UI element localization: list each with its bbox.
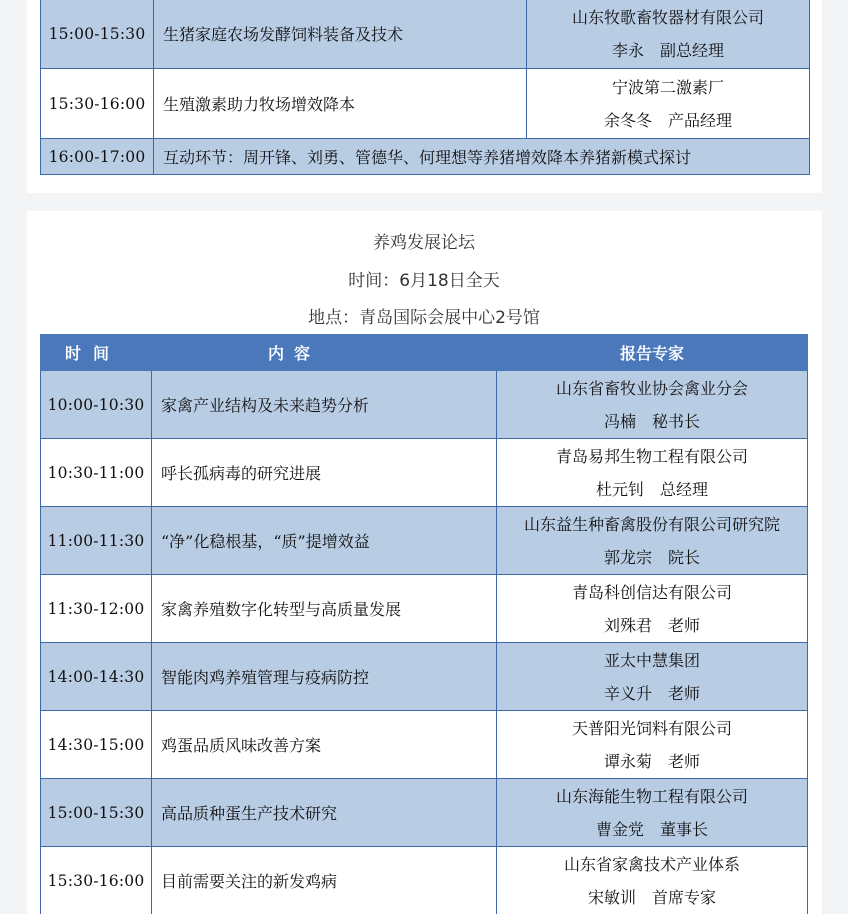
speaker-person: 刘殊君 老师 <box>603 615 700 635</box>
forum-title: 养鸡发展论坛 <box>373 233 475 253</box>
topic-cell: 鸡蛋品质风味改善方案 <box>152 711 497 779</box>
topic-cell: 高品质种蛋生产技术研究 <box>152 779 497 847</box>
speaker-person: 宋敏训 首席专家 <box>587 887 716 907</box>
table-row <box>41 371 808 439</box>
speaker-org: 山东益生种畜禽股份有限公司研究院 <box>523 514 780 534</box>
speaker-org: 青岛易邦生物工程有限公司 <box>555 446 748 466</box>
speaker-cell <box>497 643 808 711</box>
table-body <box>41 371 808 914</box>
speaker-person: 辛义升 老师 <box>603 683 700 703</box>
table-row <box>41 711 808 779</box>
table-row <box>41 439 808 507</box>
header-speaker: 报告专家 <box>497 335 808 371</box>
speaker-cell <box>497 779 808 847</box>
time-cell: 10:00-10:30 <box>41 371 152 439</box>
speaker-cell <box>497 575 808 643</box>
speaker-org: 宁波第二激素厂 <box>611 77 724 97</box>
table-row <box>41 507 808 575</box>
time-cell: 16:00-17:00 <box>41 139 154 175</box>
speaker-org: 青岛科创信达有限公司 <box>571 582 732 602</box>
speaker-org: 山东省家禽技术产业体系 <box>563 854 740 874</box>
table-row <box>41 575 808 643</box>
header-time: 时间 <box>41 335 152 371</box>
speaker-cell <box>497 847 808 914</box>
time-cell: 10:30-11:00 <box>41 439 152 507</box>
speaker-cell <box>497 507 808 575</box>
table-row <box>41 779 808 847</box>
time-cell: 11:30-12:00 <box>41 575 152 643</box>
speaker-person: 谭永菊 老师 <box>603 751 700 771</box>
topic-cell: 目前需要关注的新发鸡病 <box>152 847 497 914</box>
speaker-person: 郭龙宗 院长 <box>603 547 700 567</box>
time-cell: 15:30-16:00 <box>41 69 154 139</box>
speaker-person: 杜元钊 总经理 <box>595 479 708 499</box>
topic-cell: 智能肉鸡养殖管理与疫病防控 <box>152 643 497 711</box>
table-header-row <box>41 335 808 371</box>
speaker-person: 李永 副总经理 <box>611 40 724 60</box>
speaker-org: 山东牧歌畜牧器材有限公司 <box>571 7 764 27</box>
time-cell: 15:30-16:00 <box>41 847 152 914</box>
table-row <box>41 0 810 69</box>
topic-cell: 家禽养殖数字化转型与高质量发展 <box>152 575 497 643</box>
speaker-cell <box>497 711 808 779</box>
speaker-person: 曹金党 董事长 <box>595 819 708 839</box>
speaker-cell <box>527 69 810 139</box>
speaker-org: 山东海能生物工程有限公司 <box>555 786 748 806</box>
time-cell: 15:00-15:30 <box>41 0 154 69</box>
speaker-person: 余冬冬 产品经理 <box>603 110 732 130</box>
topic-cell: 生猪家庭农场发酵饲料装备及技术 <box>154 0 527 69</box>
speaker-org: 亚太中慧集团 <box>603 650 700 670</box>
topic-cell: 家禽产业结构及未来趋势分析 <box>152 371 497 439</box>
forum-time: 时间：6月18日全天 <box>348 271 500 291</box>
interactive-session-row <box>41 139 810 175</box>
forum-venue: 地点：青岛国际会展中心2号馆 <box>308 308 540 328</box>
speaker-org: 天普阳光饲料有限公司 <box>571 718 732 738</box>
topic-cell: 呼长孤病毒的研究进展 <box>152 439 497 507</box>
topic-cell: “净”化稳根基，“质”提增效益 <box>152 507 497 575</box>
time-cell: 14:30-15:00 <box>41 711 152 779</box>
table-row <box>41 69 810 139</box>
chicken-forum-schedule-table <box>40 334 808 914</box>
speaker-person: 冯楠 秘书长 <box>603 411 700 431</box>
speaker-org: 山东省畜牧业协会禽业分会 <box>555 378 748 398</box>
time-cell: 14:00-14:30 <box>41 643 152 711</box>
interactive-topic-cell: 互动环节：周开锋、刘勇、管德华、何理想等养猪增效降本养猪新模式探讨 <box>154 139 810 175</box>
topic-cell: 生殖激素助力牧场增效降本 <box>154 69 527 139</box>
speaker-cell <box>497 371 808 439</box>
table-row <box>41 643 808 711</box>
header-content: 内容 <box>152 335 497 371</box>
time-cell: 11:00-11:30 <box>41 507 152 575</box>
speaker-cell <box>527 0 810 69</box>
pig-forum-schedule-table <box>40 0 810 175</box>
time-cell: 15:00-15:30 <box>41 779 152 847</box>
speaker-cell <box>497 439 808 507</box>
table-row <box>41 847 808 914</box>
